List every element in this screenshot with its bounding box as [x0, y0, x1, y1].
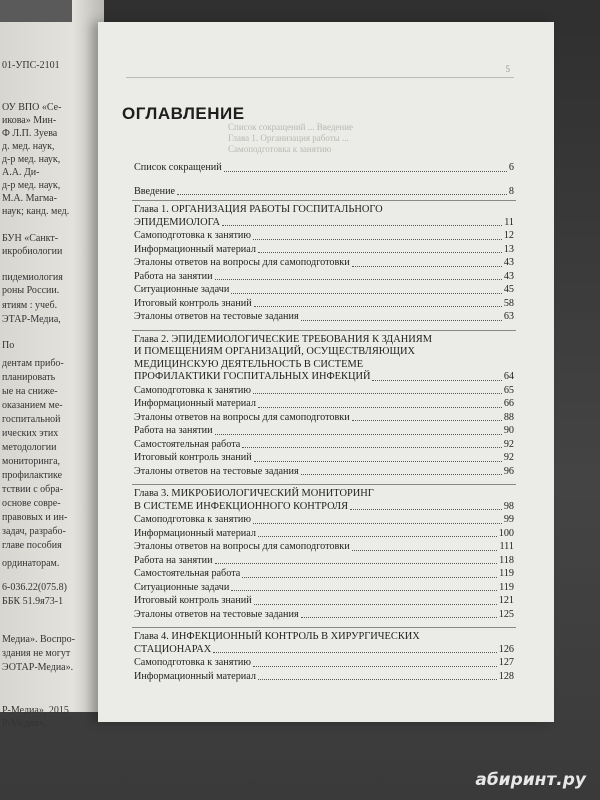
toc-row[interactable]: [134, 411, 514, 425]
toc-entry-page: 13: [503, 243, 514, 255]
left-page-fragment: БУН «Санкт-: [2, 233, 59, 244]
toc-row[interactable]: [134, 554, 514, 568]
left-page-fragment: роны России.: [2, 285, 60, 296]
left-page-fragment: ые на сниже-: [2, 386, 58, 397]
toc-leader-dots: [254, 306, 502, 307]
page-title: ОГЛАВЛЕНИЕ: [122, 104, 245, 123]
left-page-fragment: ЭОТАР-Медиа».: [2, 662, 74, 673]
chapter-separator: [132, 627, 516, 628]
chapter-title-line[interactable]: Глава 2. ЭПИДЕМИОЛОГИЧЕСКИЕ ТРЕБОВАНИЯ К ЗДАНИЯМ: [134, 333, 432, 345]
toc-entry-title: Итоговый контроль знаний: [134, 297, 252, 309]
chapter-title-line: ПРОФИЛАКТИКИ ГОСПИТАЛЬНЫХ ИНФЕКЦИЙ: [134, 371, 371, 382]
bleed-through-text: [228, 122, 528, 155]
left-page-fragment: профилактике: [2, 470, 63, 481]
toc-entry-title: Итоговый контроль знаний: [134, 452, 252, 463]
toc-chapter: [134, 484, 514, 627]
left-page-fragment: основе совре-: [2, 498, 61, 509]
bleed-line: Список сокращений ... Введение: [228, 122, 354, 132]
left-page-fragment: ятиям : учеб.: [2, 300, 58, 311]
toc-row[interactable]: [134, 567, 514, 581]
left-page-fragment: пидемиология: [2, 272, 63, 283]
toc-entry-page: 99: [503, 514, 514, 525]
toc-entry-title: Ситуационные задачи: [134, 581, 230, 593]
left-page-shadow: [0, 0, 72, 22]
toc-entry-page: 90: [503, 425, 514, 436]
toc-entry-title: Введение: [134, 185, 176, 197]
left-page-fragment: По: [2, 340, 15, 351]
toc-leader-dots: [372, 380, 501, 381]
left-page-fragment: методологии: [2, 442, 57, 453]
left-page-fragment: икова» Мин-: [2, 115, 57, 126]
toc-entry-title: Эталоны ответов на тестовые задания: [134, 465, 299, 477]
left-page-fragment: тствии с обра-: [2, 484, 64, 495]
left-page-fragment: 01-УПС-2101: [2, 60, 60, 71]
toc-row[interactable]: [134, 384, 514, 398]
toc-entry-page: 43: [503, 257, 514, 268]
toc-entry-page: 119: [499, 581, 514, 593]
toc-row[interactable]: [134, 297, 514, 311]
chapter-title-row[interactable]: [134, 217, 514, 230]
toc-leader-dots: [231, 293, 502, 294]
toc-leader-dots: [253, 239, 502, 240]
toc-entry-page: 128: [498, 670, 514, 682]
chapter-title-line[interactable]: Глава 1. ОРГАНИЗАЦИЯ РАБОТЫ ГОСПИТАЛЬНОГО: [134, 204, 383, 215]
left-page: [0, 0, 104, 729]
toc-leader-dots: [177, 194, 507, 195]
toc-row[interactable]: [134, 397, 514, 411]
toc-entry-page: 65: [503, 384, 514, 396]
toc-entry-page: 96: [503, 465, 514, 477]
toc-row[interactable]: [134, 229, 514, 243]
chapter-separator: [132, 200, 516, 201]
watermark-logo: абиринт.ру: [475, 770, 586, 790]
toc-row[interactable]: [134, 594, 514, 608]
header-rule: [126, 77, 514, 78]
toc-entry-title: Самоподготовка к занятию: [134, 657, 251, 668]
toc-entry-title: Информационный материал: [134, 670, 256, 682]
toc-entry-page: 12: [503, 230, 514, 241]
toc-leader-dots: [301, 474, 502, 475]
toc-chapter: [134, 627, 514, 689]
left-page-fragment: Р-Медиа», 2015: [2, 705, 69, 716]
toc-leader-dots: [350, 509, 502, 510]
chapter-title-line[interactable]: Глава 4. ИНФЕКЦИОННЫЙ КОНТРОЛЬ В ХИРУРГИЧЕСКИХ: [134, 631, 420, 642]
toc-entry-page: 98: [503, 500, 514, 512]
toc-entry-title: Эталоны ответов на вопросы для самоподготовки: [134, 541, 350, 552]
toc-leader-dots: [253, 666, 497, 667]
toc-leader-dots: [215, 434, 502, 435]
toc-row[interactable]: [134, 161, 514, 175]
chapter-title-row[interactable]: [134, 371, 514, 384]
toc-entry-title: Ситуационные задачи: [134, 284, 230, 295]
left-page-fragment: ординаторам.: [2, 558, 60, 569]
chapter-separator: [132, 484, 516, 485]
toc-entry-title: Эталоны ответов на вопросы для самоподготовки: [134, 257, 350, 268]
left-page-fragment: Ф Л.П. Зуева: [2, 128, 58, 139]
toc-entry-page: 58: [503, 297, 514, 309]
left-page-fragment: ЭТАР-Медиа,: [2, 314, 61, 325]
left-page-fragment: наук; канд. мед.: [2, 206, 70, 217]
toc-row[interactable]: [134, 670, 514, 684]
left-page-fragment: икробиологии: [2, 246, 63, 257]
toc-leader-dots: [242, 447, 502, 448]
toc-entry-title: Информационный материал: [134, 398, 256, 409]
toc-row[interactable]: [134, 424, 514, 438]
toc-entry-title: Самоподготовка к занятию: [134, 230, 251, 241]
toc-entry-title: Работа на занятии: [134, 425, 213, 436]
toc-leader-dots: [301, 617, 497, 618]
toc-entry-page: 64: [503, 371, 514, 382]
left-page-fragment: д-р мед. наук,: [2, 180, 61, 191]
toc-entry-title: Работа на занятии: [134, 554, 213, 566]
toc-leader-dots: [258, 252, 502, 253]
toc-leader-dots: [224, 171, 507, 172]
toc-leader-dots: [254, 461, 502, 462]
toc-row[interactable]: [134, 438, 514, 452]
toc-leader-dots: [352, 550, 498, 551]
toc-row[interactable]: [134, 527, 514, 541]
toc-row[interactable]: [134, 608, 514, 622]
toc-leader-dots: [258, 407, 502, 408]
toc-entry-page: 66: [503, 398, 514, 409]
toc-entry-page: 125: [498, 608, 514, 620]
chapter-title-line[interactable]: МЕДИЦИНСКУЮ ДЕЯТЕЛЬНОСТЬ В СИСТЕМЕ: [134, 358, 364, 370]
right-page: [98, 22, 554, 722]
toc-entry-title: Работа на занятии: [134, 270, 213, 282]
toc-row[interactable]: [134, 581, 514, 595]
chapter-title-line[interactable]: Глава 3. МИКРОБИОЛОГИЧЕСКИЙ МОНИТОРИНГ: [134, 488, 374, 499]
left-page-fragment: задач, разрабо-: [2, 526, 66, 537]
toc-entry-page: 121: [498, 595, 514, 606]
chapter-title-line: ЭПИДЕМИОЛОГА: [134, 216, 220, 228]
chapter-title-line: В СИСТЕМЕ ИНФЕКЦИОННОГО КОНТРОЛЯ: [134, 500, 349, 512]
left-page-fragment: М.А. Магма-: [2, 193, 57, 204]
toc-entry-page: 92: [503, 452, 514, 463]
toc-row[interactable]: [134, 270, 514, 284]
toc-leader-dots: [242, 577, 497, 578]
toc-row[interactable]: [134, 256, 514, 270]
left-page-fragment: ББК 51.9я73-1: [2, 596, 64, 607]
toc-entry-page: 63: [503, 311, 514, 322]
chapter-title-row[interactable]: [134, 501, 514, 514]
toc-row[interactable]: [134, 310, 514, 324]
toc-intro: [134, 161, 514, 198]
toc-entry-title: Эталоны ответов на тестовые задания: [134, 311, 299, 322]
left-page-fragment: дентам прибо-: [2, 358, 64, 369]
chapter-separator: [132, 330, 516, 331]
left-page-fragment: д. мед. наук,: [2, 141, 55, 152]
toc-entry-page: 126: [498, 643, 514, 655]
toc-row[interactable]: [134, 283, 514, 297]
toc-entry-page: 88: [503, 411, 514, 423]
toc-leader-dots: [301, 320, 502, 321]
left-page-fragment: д-р мед. наук,: [2, 154, 61, 165]
toc-chapter: [134, 200, 514, 330]
toc-entry-page: 43: [503, 270, 514, 282]
toc-chapter: [134, 330, 514, 485]
toc-entry-page: 45: [503, 284, 514, 295]
left-page-fragment: ических этих: [2, 428, 59, 439]
bleed-line: Самоподготовка к занятию: [228, 144, 332, 154]
left-page-fragment: госпитальной: [2, 414, 61, 425]
toc-leader-dots: [258, 536, 497, 537]
toc-entry-page: 100: [498, 527, 514, 539]
toc-leader-dots: [352, 420, 502, 421]
header-page-number: 5: [505, 64, 510, 74]
toc-entry-page: 11: [504, 216, 514, 228]
toc-leader-dots: [253, 523, 502, 524]
toc-entry-page: 127: [498, 657, 514, 668]
left-page-fragment: Р-Медиа»,: [2, 718, 47, 729]
toc-leader-dots: [258, 679, 497, 680]
toc-entry-title: Эталоны ответов на тестовые задания: [134, 608, 299, 620]
left-page-fragment: здания не могут: [2, 648, 71, 659]
toc-leader-dots: [213, 652, 496, 653]
toc-entry-title: Список сокращений: [134, 162, 222, 173]
toc-entry-title: Информационный материал: [134, 527, 256, 539]
left-page-fragment: мониторинга,: [2, 456, 61, 467]
toc-entry-title: Итоговый контроль знаний: [134, 595, 252, 606]
toc-row[interactable]: [134, 451, 514, 465]
toc-entry-page: 8: [508, 185, 514, 197]
toc-leader-dots: [222, 225, 502, 226]
toc-entry-title: Эталоны ответов на вопросы для самоподготовки: [134, 411, 350, 423]
left-page-fragment: Медиа». Воспро-: [2, 634, 75, 645]
toc-row[interactable]: [134, 465, 514, 479]
left-page-fragment: ОУ ВПО «Се-: [2, 102, 62, 113]
toc-leader-dots: [253, 393, 502, 394]
toc-entry-title: Самоподготовка к занятию: [134, 514, 251, 525]
toc-leader-dots: [215, 563, 498, 564]
toc-row[interactable]: [134, 185, 514, 199]
chapter-title-line[interactable]: И ПОМЕЩЕНИЯМ ОРГАНИЗАЦИЙ, ОСУЩЕСТВЛЯЮЩИХ: [134, 346, 415, 357]
toc-entry-title: Информационный материал: [134, 243, 256, 255]
bleed-line: Глава 1. Организация работы ...: [228, 133, 349, 143]
toc-leader-dots: [254, 604, 497, 605]
toc-leader-dots: [215, 279, 502, 280]
toc-entry-page: 119: [499, 568, 514, 579]
toc-row[interactable]: [134, 243, 514, 257]
left-page-fragment: А.А. Ди-: [2, 167, 40, 178]
toc-row[interactable]: [134, 540, 514, 554]
toc-entry-page: 6: [508, 162, 514, 173]
toc-entry-title: Самостоятельная работа: [134, 438, 241, 450]
left-page-fragment: планировать: [2, 372, 56, 383]
toc-entry-title: Самоподготовка к занятию: [134, 384, 251, 396]
toc-entry-title: Самостоятельная работа: [134, 568, 241, 579]
toc-entry-page: 92: [503, 438, 514, 450]
chapter-title-row[interactable]: [134, 644, 514, 657]
chapter-title-line: СТАЦИОНАРАХ: [134, 643, 212, 655]
chapter-spacer: [134, 683, 514, 689]
toc-leader-dots: [231, 590, 497, 591]
toc-entry-page: 111: [499, 541, 514, 552]
left-page-fragment: оказанием ме-: [2, 400, 63, 411]
toc-row[interactable]: [134, 513, 514, 527]
toc-entry-page: 118: [499, 554, 514, 566]
toc-chapters: [134, 200, 514, 689]
toc-row[interactable]: [134, 656, 514, 670]
left-page-fragment: 6-036.22(075.8): [2, 582, 67, 593]
toc-leader-dots: [352, 266, 502, 267]
left-page-fragment: главе пособия: [2, 540, 62, 551]
left-page-fragment: правовых и ин-: [2, 512, 68, 523]
